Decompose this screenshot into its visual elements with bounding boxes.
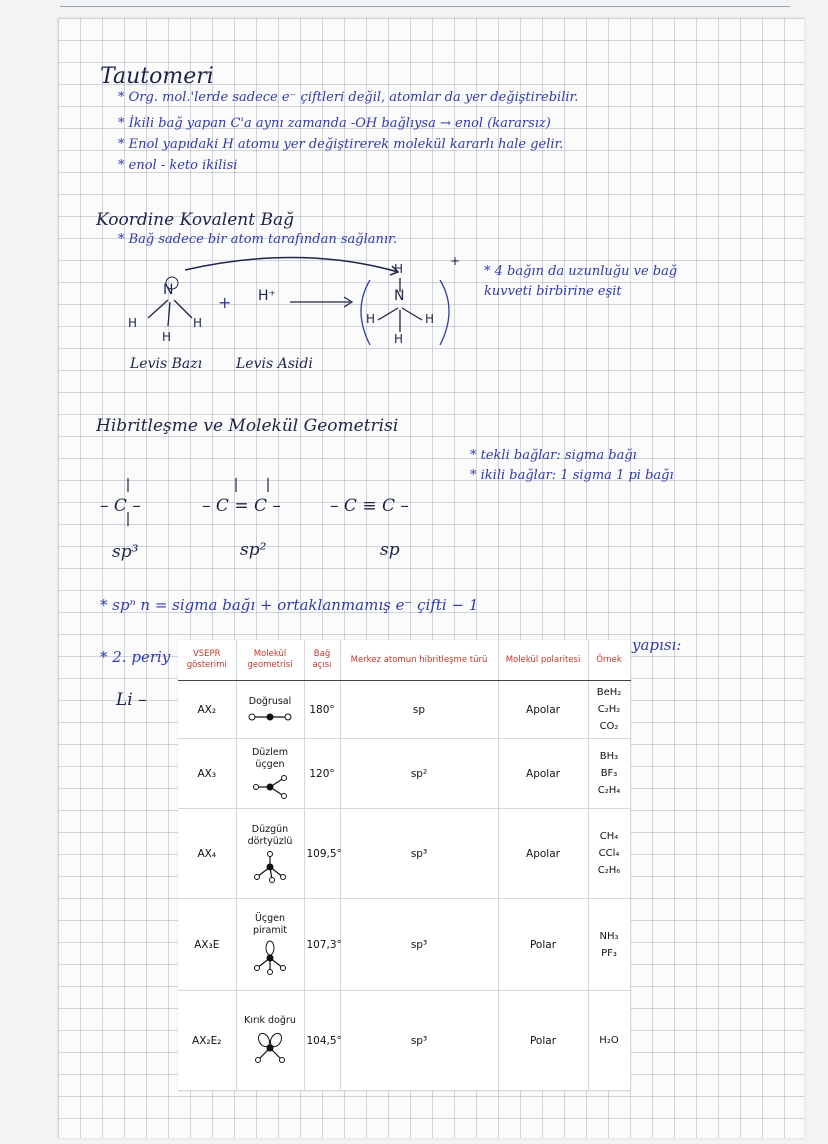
li-text: Li – — [116, 690, 147, 710]
geometry-cell — [236, 809, 304, 899]
period-prefix: * 2. periy — [100, 648, 171, 666]
product-h-bottom: H — [394, 332, 404, 346]
example-cell — [588, 739, 630, 809]
geometry-label: Üçgen piramit — [252, 913, 287, 936]
table-row — [178, 681, 630, 739]
geometry-label: Kırık doğru — [244, 1015, 296, 1026]
polarity-cell: Apolar — [498, 739, 588, 809]
hybrid-cell: sp — [340, 681, 498, 739]
geometry-cell — [236, 739, 304, 809]
example-cell — [588, 681, 630, 739]
base-n-atom: N — [163, 282, 174, 298]
vsepr-cell: AX₂ — [178, 681, 236, 739]
h-plus-ion: H⁺ — [258, 288, 276, 304]
geometry-label: Düzgün dörtyüzlü — [247, 824, 293, 847]
header-polarity: Molekül polaritesi — [498, 640, 588, 681]
hybrid-cell: sp³ — [340, 991, 498, 1091]
example-item: CCl₄ — [598, 848, 620, 859]
sp-label: sp — [380, 540, 400, 560]
polarity-cell: Apolar — [498, 681, 588, 739]
polarity-cell: Polar — [498, 899, 588, 991]
table-row — [178, 899, 630, 991]
example-item: BH₃ — [599, 751, 619, 762]
example-item: H₂O — [599, 1035, 619, 1046]
vsepr-table — [178, 640, 631, 1091]
example-item: C₂H₂ — [597, 704, 621, 715]
tautomer-line-4: * enol - keto ikilisi — [118, 158, 238, 173]
coordinate-line: * Bağ sadece bir atom tarafından sağlanır. — [118, 232, 397, 247]
sp3-structure: – C – — [100, 496, 141, 516]
table-row — [178, 991, 630, 1091]
tautomer-title: Tautomeri — [100, 64, 214, 89]
period-suffix: yapısı: — [632, 636, 682, 654]
angle-cell: 104,5° — [304, 991, 340, 1091]
example-cell — [588, 809, 630, 899]
product-h-left: H — [366, 312, 376, 326]
geometry-cell — [236, 899, 304, 991]
hybrid-note-1: * tekli bağlar: sigma bağı — [470, 448, 637, 463]
sp2-label: sp² — [240, 540, 267, 560]
example-cell — [588, 899, 630, 991]
product-charge: + — [450, 254, 461, 268]
hybrid-cell: sp² — [340, 739, 498, 809]
header-vsepr: VSEPR gösterimi — [178, 640, 236, 681]
table-row — [178, 739, 630, 809]
lewis-acid-label: Levis Asidi — [236, 356, 313, 372]
angle-cell: 109,5° — [304, 809, 340, 899]
base-h-left: H — [128, 316, 138, 330]
hybrid-formula: * spⁿ n = sigma bağı + ortaklanmamış e⁻ çifti − 1 — [100, 596, 479, 614]
bent-geometry-icon — [252, 1030, 288, 1066]
base-h-bottom: H — [162, 330, 172, 344]
tautomer-line-3: * Enol yapıdaki H atomu yer değiştirerek molekül kararlı hale gelir. — [118, 137, 564, 152]
tetrahedral-icon — [252, 851, 288, 883]
coordinate-note: * 4 bağın da uzunluğu ve bağ kuvveti birbirine eşit — [484, 264, 678, 299]
sp3-label: sp³ — [112, 542, 139, 562]
header-angle: Bağ açısı — [304, 640, 340, 681]
vsepr-cell: AX₃ — [178, 739, 236, 809]
angle-cell: 120° — [304, 739, 340, 809]
product-h-top: H — [394, 262, 404, 276]
example-item: BF₃ — [600, 768, 618, 779]
example-cell — [588, 991, 630, 1091]
vsepr-cell: AX₂E₂ — [178, 991, 236, 1091]
example-item: BeH₂ — [596, 687, 622, 698]
plus-sign: + — [218, 293, 232, 312]
example-item: NH₃ — [599, 930, 619, 942]
angle-cell: 107,3° — [304, 899, 340, 991]
vsepr-cell: AX₃E — [178, 899, 236, 991]
product-h-right: H — [425, 312, 435, 326]
trigonal-planar-icon — [252, 774, 288, 800]
table-row — [178, 809, 630, 899]
geometry-label: Doğrusal — [248, 696, 292, 707]
polarity-cell: Polar — [498, 991, 588, 1091]
linear-geometry-icon — [248, 711, 292, 723]
hybrid-title: Hibritleşme ve Molekül Geometrisi — [96, 416, 399, 436]
sp2-structure: – C = C – — [202, 496, 281, 516]
polarity-cell: Apolar — [498, 809, 588, 899]
vsepr-cell: AX₄ — [178, 809, 236, 899]
table-header-row — [178, 640, 630, 681]
page-top-line — [60, 6, 790, 7]
base-h-right: H — [193, 316, 203, 330]
example-item: CH₄ — [599, 831, 619, 842]
tautomer-line-2: * İkili bağ yapan C'a aynı zamanda -OH bağlıysa → enol (kararsız) — [118, 116, 551, 131]
angle-cell: 180° — [304, 681, 340, 739]
example-item: C₂H₄ — [597, 785, 621, 796]
hybrid-note-2: * ikili bağlar: 1 sigma 1 pi bağı — [470, 468, 674, 483]
geometry-cell — [236, 681, 304, 739]
product-n-atom: N — [394, 288, 405, 304]
geometry-label: Düzlem üçgen — [251, 747, 289, 770]
header-hybrid: Merkez atomun hibritleşme türü — [340, 640, 498, 681]
sp-structure: – C ≡ C – — [330, 496, 409, 516]
example-item: C₂H₆ — [597, 865, 621, 876]
coordinate-title: Koordine Kovalent Bağ — [96, 210, 294, 230]
lewis-base-label: Levis Bazı — [130, 356, 203, 372]
example-item: PF₃ — [601, 947, 617, 959]
geometry-cell — [236, 991, 304, 1091]
header-example: Örnek — [588, 640, 630, 681]
tautomer-line-1: * Org. mol.'lerde sadece e⁻ çiftleri değil, atomlar da yer değiştirebilir. — [118, 90, 579, 105]
example-item: CO₂ — [599, 721, 619, 732]
header-geometry: Molekül geometrisi — [236, 640, 304, 681]
hybrid-cell: sp³ — [340, 899, 498, 991]
hybrid-cell: sp³ — [340, 809, 498, 899]
trigonal-pyramidal-icon — [252, 940, 288, 976]
